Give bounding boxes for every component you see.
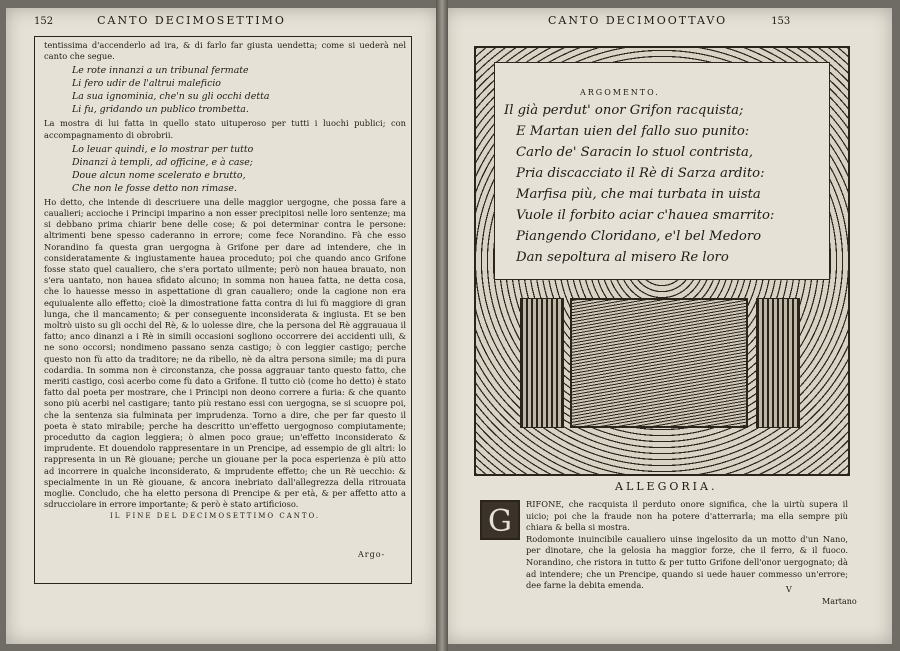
- allegoria-title: ALLEGORIA.: [615, 480, 718, 493]
- right-running-title: CANTO DECIMOOTTAVO: [548, 14, 728, 27]
- argument-line: Marfisa più, che mai turbata in uista: [516, 187, 761, 202]
- canto-end-line: IL FINE DEL DECIMOSETTIMO CANTO.: [110, 512, 321, 520]
- argument-line: Dan sepoltura al misero Re loro: [516, 250, 729, 265]
- drop-cap-initial: G: [480, 500, 520, 540]
- commentary-paragraph: Ho detto, che intende di descriuere una delle maggior uergogne, che possa fare a caualieri; accioche i Principi imparino a non esser precipitosi nelle loro sentenze; ma si debbano prima chiarir bene delle cose; & poi determinar contra le persone: altrimenti bene spesso caderanno in errore; come fece Norandino. Fà che esso Norandino fa questa gran uergogna à Grifone per dare ad intendere, che in consideratamente & ingiustamente hauea proceduto; poi che quando anco Grifone fosse stato quel caualiero, che s'era portato uilmente; però non hauea brauato, non s'era uantato, non hauea sfidato alcuno; in somma non hauea fatta, ne detta cosa, che lo hauesse messo in aspettatione di gran caualiero; onde la cagione non era equiualente allo effetto; cioè la dimostratione fatta contra di lui fù maggiore di gran lunga, che il mancamento; & per conseguente inconsiderata & ingiusta. Et se ben moltrò uisto su gli occhi del Rè, & lo uolesse dire, che la persona del Rè aggrauaua il fatto; anco dinanzi a i Rè in simili occasioni sogliono occorrere dei accidenti uili, & ne sono occorsi; nondimeno passano senza castigo; ò con leggier castigo; perche questo non fù atto da traditore; ne da ribello, nè da altra persona simile; ma di pura codardia. In somma non è circonstanza, che possa aggrauar tanto questo fatto, che meriti castigo, così acerbo come fù dato a Grifone. Il tutto ciò (come ho detto) è stato fatto dal poeta per mostrare, che i Principi non deono correre a furia: & che quanto sono più acerbi nel castigare; tanto più restano essi con uergogna, se si scuopre poi, che la sentenza sia fulminata per imprudenza. Torno a dire, che per far questo il poeta è stato mirabile; perche ha descritto un'effetto uergognoso compiutamente; procedutto da cagion leggiera; ò almen poco graue; un'effetto inconsiderato & imprudente. Et douendolo rappresentare in un Prencipe, ad essempio de gli altri: lo rappresenta in un Rè giouane; perche un giouane per la poca esperienza è più atto ad incorrere in qualche inconsiderato, & imprudente effetto; che un Rè uecchio: & specialmente in un Rè giouane, & ancora inebriato dall'allegrezza della ritrouata moglie. Concludo, che ha eletto persona di Prencipe & per età, & per affetto atto a sdrucciolare in errore importante; & però è stato artificioso.: [44, 196, 406, 510]
- argument-line: Vuole il forbito aciar c'hauea smarrito:: [516, 208, 775, 223]
- verse-line: Doue alcun nome scelerato e brutto,: [72, 169, 246, 181]
- verse-line: Lo leuar quindi, e lo mostrar per tutto: [72, 143, 254, 155]
- right-catchword: Martano: [822, 597, 857, 606]
- verse-line: La sua ignominia, che'n su gli occhi detta: [72, 91, 270, 103]
- verse-stanza-2: [72, 143, 406, 195]
- left-running-title: CANTO DECIMOSETTIMO: [97, 14, 286, 27]
- left-running-head: [34, 14, 286, 27]
- argument-line: Piangendo Cloridano, e'l bel Medoro: [516, 229, 762, 244]
- right-caryatid-panel: [756, 298, 800, 428]
- book-spine: [436, 0, 448, 651]
- verse-line: Li fu, gridando un publico trombetta.: [72, 104, 249, 116]
- argument-line: E Martan uien del fallo suo punito:: [516, 124, 750, 139]
- left-text-block: [44, 40, 406, 511]
- allegoria-text: [484, 499, 848, 592]
- argument-title: ARGOMENTO.: [580, 88, 660, 97]
- verse-line: Che non le fosse detto non rimase.: [72, 182, 237, 194]
- right-page-number: 153: [771, 16, 791, 27]
- intro-paragraph: tentissima d'accenderlo ad ira, & di farlo far giusta uendetta; come si uederà nel canto che segue.: [44, 40, 406, 62]
- argument-line: Il già perdut' onor Grifon racquista;: [504, 103, 744, 118]
- argument-verses: [504, 100, 826, 268]
- verse-stanza-1: [72, 64, 406, 116]
- signature-mark: V: [786, 585, 792, 594]
- left-catchword: Argo-: [358, 550, 386, 559]
- verse-line: Le rote innanzi a un tribunal fermate: [72, 65, 249, 77]
- right-running-head: [548, 14, 790, 27]
- left-page-number: 152: [34, 16, 54, 27]
- left-caryatid-panel: [520, 298, 564, 428]
- argument-line: Pria discacciato il Rè di Sarza ardito:: [516, 166, 765, 181]
- woodcut-illustration: [570, 298, 748, 428]
- verse-line: Dinanzi à templi, ad officine, e à case;: [72, 156, 253, 168]
- argument-line: Carlo de' Saracin lo stuol contrista,: [516, 145, 754, 160]
- verse-line: Li fero udir de l'altrui maleficio: [72, 78, 221, 90]
- allegoria-paragraph-1: RIFONE, che racquista il perduto onore significa, che la uirtù supera il uicio; poi che la fraude non ha potere d'atterrarla; ma ella sempre più chiara & bella si mostra.: [526, 499, 848, 533]
- allegoria-paragraph-2: Rodomonte inuincibile caualiero uinse ingelosito da un motto d'un Nano, per dinotare, che la gelosia ha maggior forze, che il ferro, & il fuoco. Norandino, che ristora in tutto & per tutto Grifone dell'onor uergognato; dà ad intendere; che un Prencipe, quando si uede hauer commesso un'errore; dee farne la debita emenda.: [526, 533, 848, 591]
- middle-paragraph: La mostra di lui fatta in quello stato uituperoso per tutti i luochi publici; con accompagnamento di obrobrii.: [44, 118, 406, 140]
